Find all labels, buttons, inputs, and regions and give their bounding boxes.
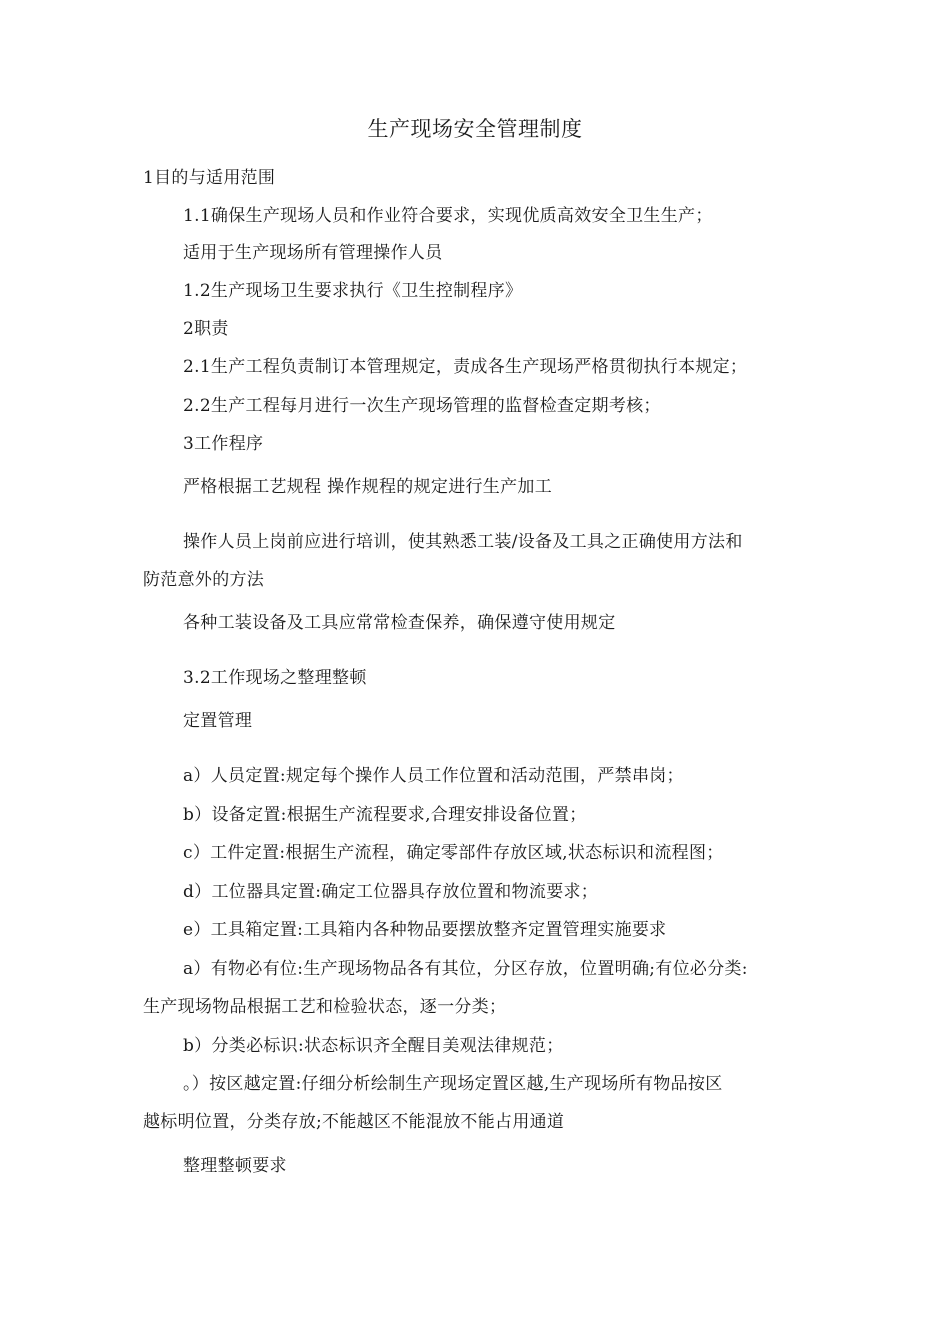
list-item-a-place-2: 生产现场物品根据工艺和检验状态，逐一分类； <box>143 997 507 1017</box>
document-title: 生产现场安全管理制度 <box>367 117 583 141</box>
paragraph-process: 严格根据工艺规程 操作规程的规定进行生产加工 <box>183 477 553 497</box>
subheading-organize: 整理整顿要求 <box>183 1156 287 1176</box>
list-item-c-zone-2: 越标明位置，分类存放;不能越区不能混放不能占用通道 <box>143 1112 565 1132</box>
list-item-c-workpiece: c）工件定置:根据生产流程，确定零部件存放区域,状态标识和流程图； <box>183 843 724 863</box>
paragraph-maintenance: 各种工装设备及工具应常常检查保养，确保遵守使用规定 <box>183 613 616 633</box>
section-heading-2: 2职责 <box>183 319 229 339</box>
list-item-e-toolbox: e）工具箱定置:工具箱内各种物品要摆放整齐定置管理实施要求 <box>183 920 667 940</box>
list-item-a-personnel: a）人员定置:规定每个操作人员工作位置和活动范围，严禁串岗； <box>183 766 684 786</box>
paragraph-1-2: 1.2生产现场卫生要求执行《卫生控制程序》 <box>183 281 523 301</box>
paragraph-scope: 适用于生产现场所有管理操作人员 <box>183 243 443 263</box>
list-item-c-zone-1: 。）按区越定置:仔细分析绘制生产现场定置区越,生产现场所有物品按区 <box>183 1074 723 1094</box>
list-item-b-equipment: b）设备定置:根据生产流程要求,合理安排设备位置； <box>183 805 587 825</box>
subheading-placement: 定置管理 <box>183 711 253 731</box>
paragraph-2-1: 2.1生产工程负责制订本管理规定，责成各生产现场严格贯彻执行本规定； <box>183 357 748 377</box>
paragraph-training-2: 防范意外的方法 <box>143 570 265 590</box>
section-heading-3-2: 3.2工作现场之整理整顿 <box>183 668 367 688</box>
section-heading-1: 1目的与适用范围 <box>143 168 276 188</box>
paragraph-1-1: 1.1确保生产现场人员和作业符合要求，实现优质高效安全卫生生产； <box>183 206 713 226</box>
paragraph-training-1: 操作人员上岗前应进行培训，使其熟悉工装/设备及工具之正确使用方法和 <box>183 532 743 552</box>
list-item-d-fixtures: d）工位器具定置:确定工位器具存放位置和物流要求； <box>183 882 599 902</box>
section-heading-3: 3工作程序 <box>183 434 264 454</box>
paragraph-2-2: 2.2生产工程每月进行一次生产现场管理的监督检查定期考核； <box>183 396 661 416</box>
list-item-b-marking: b）分类必标识:状态标识齐全醒目美观法律规范； <box>183 1036 564 1056</box>
list-item-a-place-1: a）有物必有位:生产现场物品各有其位，分区存放，位置明确;有位必分类: <box>183 959 748 979</box>
